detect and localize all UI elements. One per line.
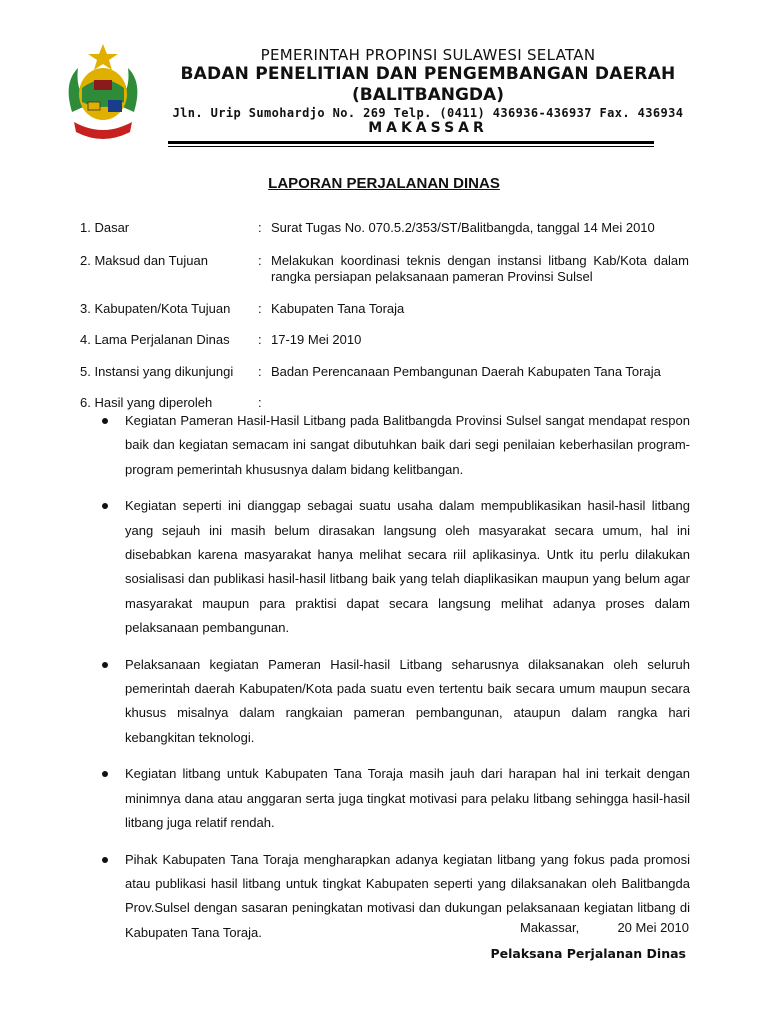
field-label: 1. Dasar [80, 220, 130, 235]
field-value: Kabupaten Tana Toraja [271, 301, 405, 316]
letterhead-abbreviation: (BALITBANGDA) [352, 85, 504, 105]
field-label: 4. Lama Perjalanan Dinas [80, 332, 230, 347]
letterhead-agency: BADAN PENELITIAN DAN PENGEMBANGAN DAERAH [180, 64, 676, 84]
field-colon: : [258, 395, 262, 410]
field-label: 2. Maksud dan Tujuan [80, 253, 208, 268]
field-value: Surat Tugas No. 070.5.2/353/ST/Balitbangda, tanggal 14 Mei 2010 [271, 220, 655, 235]
letterhead-address: Jln. Urip Sumohardjo No. 269 Telp. (0411) 436936-436937 Fax. 436934 [172, 106, 684, 120]
provincial-emblem-icon [60, 42, 146, 142]
field-label: 5. Instansi yang dikunjungi [80, 364, 234, 379]
bullet-dot-icon [102, 662, 108, 668]
field-colon: : [258, 332, 262, 347]
list-item [102, 494, 690, 640]
field-colon: : [258, 301, 262, 316]
list-item [102, 653, 690, 751]
bullet-dot-icon [102, 857, 108, 863]
field-value: Melakukan koordinasi teknis dengan instansi litbang Kab/Kota dalam rangka persiapan pelaksanaan pameran Provinsi Sulsel [271, 253, 689, 284]
list-item-text: Kegiatan litbang untuk Kabupaten Tana Toraja masih jauh dari harapan hal ini terkait dengan minimnya dana atau anggaran serta juga tingkat motivasi para pelaku litbang sehingga hasil-hasil litbang juga relatif rendah. [125, 766, 690, 831]
field-value: 17-19 Mei 2010 [271, 332, 362, 347]
field-colon: : [258, 220, 262, 235]
signature-date: 20 Mei 2010 [617, 920, 689, 935]
field-label: 3. Kabupaten/Kota Tujuan [80, 301, 231, 316]
report-title: LAPORAN PERJALANAN DINAS [268, 175, 500, 192]
letterhead-rule-thick [168, 141, 654, 144]
letterhead-city: MAKASSAR [368, 120, 488, 136]
list-item [102, 762, 690, 835]
list-item-text: Kegiatan Pameran Hasil-Hasil Litbang pada Balitbangda Provinsi Sulsel sangat mendapat respon baik dan kegiatan semacam ini sangat dibutuhkan baik dari segi penilaian keberhasilan program-program pemerintah khususnya dalam bidang kelitbangan. [125, 413, 690, 477]
field-value: Badan Perencanaan Pembangunan Daerah Kabupaten Tana Toraja [271, 364, 661, 379]
results-list [102, 409, 690, 957]
signature-place: Makassar, [520, 920, 580, 935]
signature-place-date [440, 920, 689, 935]
signature-role: Pelaksana Perjalanan Dinas [490, 946, 686, 961]
bullet-dot-icon [102, 503, 108, 509]
list-item [102, 409, 690, 482]
field-label: 6. Hasil yang diperoleh [80, 395, 213, 410]
list-item-text: Pihak Kabupaten Tana Toraja mengharapkan adanya kegiatan litbang yang fokus pada promosi atau publikasi hasil litbang untuk tingkat Kabupaten seperti yang dilaksanakan oleh Balitbangda Prov.Sulsel dengan sasaran peningkatan motivasi dan dukungan pelaksanaan kegiatan litbang di Kabupaten Tana Toraja. [125, 851, 690, 940]
field-colon: : [258, 364, 262, 379]
list-item-text: Kegiatan seperti ini dianggap sebagai suatu usaha dalam mempublikasikan hasil-hasil litbang yang sejauh ini masih belum dirasakan langsung oleh masyarakat secara umum, hal ini disebabkan karena masyarakat hanya melihat secara riil aplikasinya. Untk itu perlu dilakukan sosialisasi dan publikasi hasil-hasil litbang baik yang telah diaplikasikan maupun yang belum agar masyarakat maupun para praktisi dapat secara langsung melihat adanya proses dalam pelaksanaan pembangunan. [125, 498, 690, 636]
letterhead-rule-thin [168, 146, 654, 147]
field-colon: : [258, 253, 262, 268]
list-item-text: Pelaksanaan kegiatan Pameran Hasil-hasil Litbang seharusnya dilaksanakan oleh seluruh pemerintah daerah Kabupaten/Kota pada suatu even tertentu baik secara umum maupun secara khusus misalnya dalam rangkaian pameran pembangunan, ataupun dalam rangka hari kebangkitan teknologi. [125, 656, 690, 745]
bullet-dot-icon [102, 418, 108, 424]
letterhead-government: PEMERINTAH PROPINSI SULAWESI SELATAN [260, 46, 596, 64]
bullet-dot-icon [102, 771, 108, 777]
